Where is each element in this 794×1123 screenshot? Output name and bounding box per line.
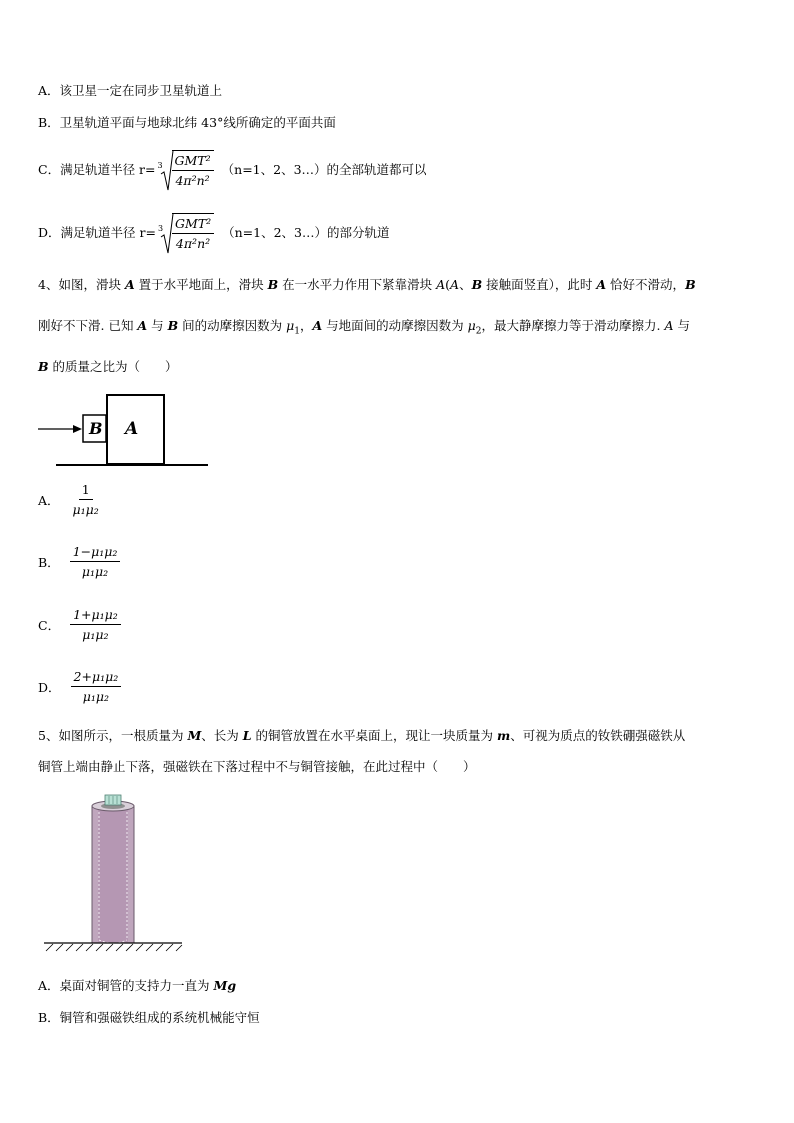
root-index: 3 [157, 224, 164, 233]
q4-option-d-fraction: $\frac{\text{2+μ₁μ₂}}{\text{μ₁μ₂}}$ [71, 669, 122, 704]
q5-option-a: A．桌面对铜管的支持力一直为 Mg [38, 978, 237, 993]
q4-option-b: B． $\frac{\text{1−μ₁μ₂}}{\text{μ₁μ₂}}$ [38, 544, 120, 579]
q4-stem-line-2: 刚好不下滑. 已知 A 与 B 间的动摩擦因数为 $\mu_1$，A 与地面间的动摩擦因数为 $\mu_2$，最大静摩擦力等于滑动摩擦力. A 与 [38, 318, 690, 337]
q5-stem-line-1: 5、如图所示，一根质量为 M、长为 L 的铜管放置在水平桌面上，现让一块质量为 m、可视为质点的钕铁硼强磁铁从 [38, 728, 686, 743]
q4-option-d: D． $\frac{\text{2+μ₁μ₂}}{\text{μ₁μ₂}}$ [38, 669, 121, 704]
fraction-denominator: 4π²n² [175, 173, 210, 188]
q3-option-c-suffix: （n=1、2、3…）的全部轨道都可以 [221, 162, 427, 177]
block-b-label: B [89, 419, 103, 438]
q5-option-b: B．铜管和强磁铁组成的系统机械能守恒 [38, 1010, 260, 1025]
copper-tube-diagram [42, 790, 187, 955]
block-a-label: A [125, 419, 139, 439]
table-hatching [46, 944, 182, 951]
q3-option-d-suffix: （n=1、2、3…）的部分轨道 [222, 225, 390, 240]
q3-option-c [38, 148, 427, 190]
cube-root [157, 213, 214, 251]
q4-option-c-fraction: $\frac{\text{1+μ₁μ₂}}{\text{μ₁μ₂}}$ [70, 607, 121, 642]
q5-stem-line-2: 铜管上端由静止下落，强磁铁在下落过程中不与铜管接触，在此过程中（ ） [38, 759, 476, 774]
fraction-numerator: GMT² [172, 153, 214, 171]
q4-option-a: A． $\frac{1}{\text{μ₁μ₂}}$ [38, 482, 102, 517]
q3-option-d-prefix: D．满足轨道半径 r= [38, 225, 156, 240]
q4-option-c: C． $\frac{\text{1+μ₁μ₂}}{\text{μ₁μ₂}}$ [38, 607, 121, 642]
q4-stem-line-3: B 的质量之比为（ ） [38, 359, 178, 374]
q4-stem-line-1: 4、如图，滑块 A 置于水平地面上，滑块 B 在一水平力作用下紧靠滑块 A(A、B 接触面竖直），此时 A 恰好不滑动，B [38, 277, 696, 292]
cube-root [157, 150, 214, 188]
q3-option-b: B．卫星轨道平面与地球北纬 43°线所确定的平面共面 [38, 115, 336, 130]
root-index: 3 [157, 161, 163, 170]
radicand-fraction [172, 216, 214, 251]
fraction-numerator: GMT² [172, 216, 214, 234]
radicand-fraction [172, 153, 214, 188]
q3-option-a: A．该卫星一定在同步卫星轨道上 [38, 83, 223, 98]
block-diagram [38, 392, 213, 468]
q3-option-c-prefix: C．满足轨道半径 r= [38, 162, 156, 177]
q4-option-a-fraction: $\frac{1}{\text{μ₁μ₂}}$ [72, 482, 99, 517]
fraction-denominator: 4π²n² [175, 236, 211, 251]
copper-tube-inner [98, 808, 128, 942]
force-arrow-head [73, 425, 82, 433]
q4-option-b-fraction: $\frac{\text{1−μ₁μ₂}}{\text{μ₁μ₂}}$ [70, 544, 121, 579]
q3-option-d [38, 211, 389, 253]
